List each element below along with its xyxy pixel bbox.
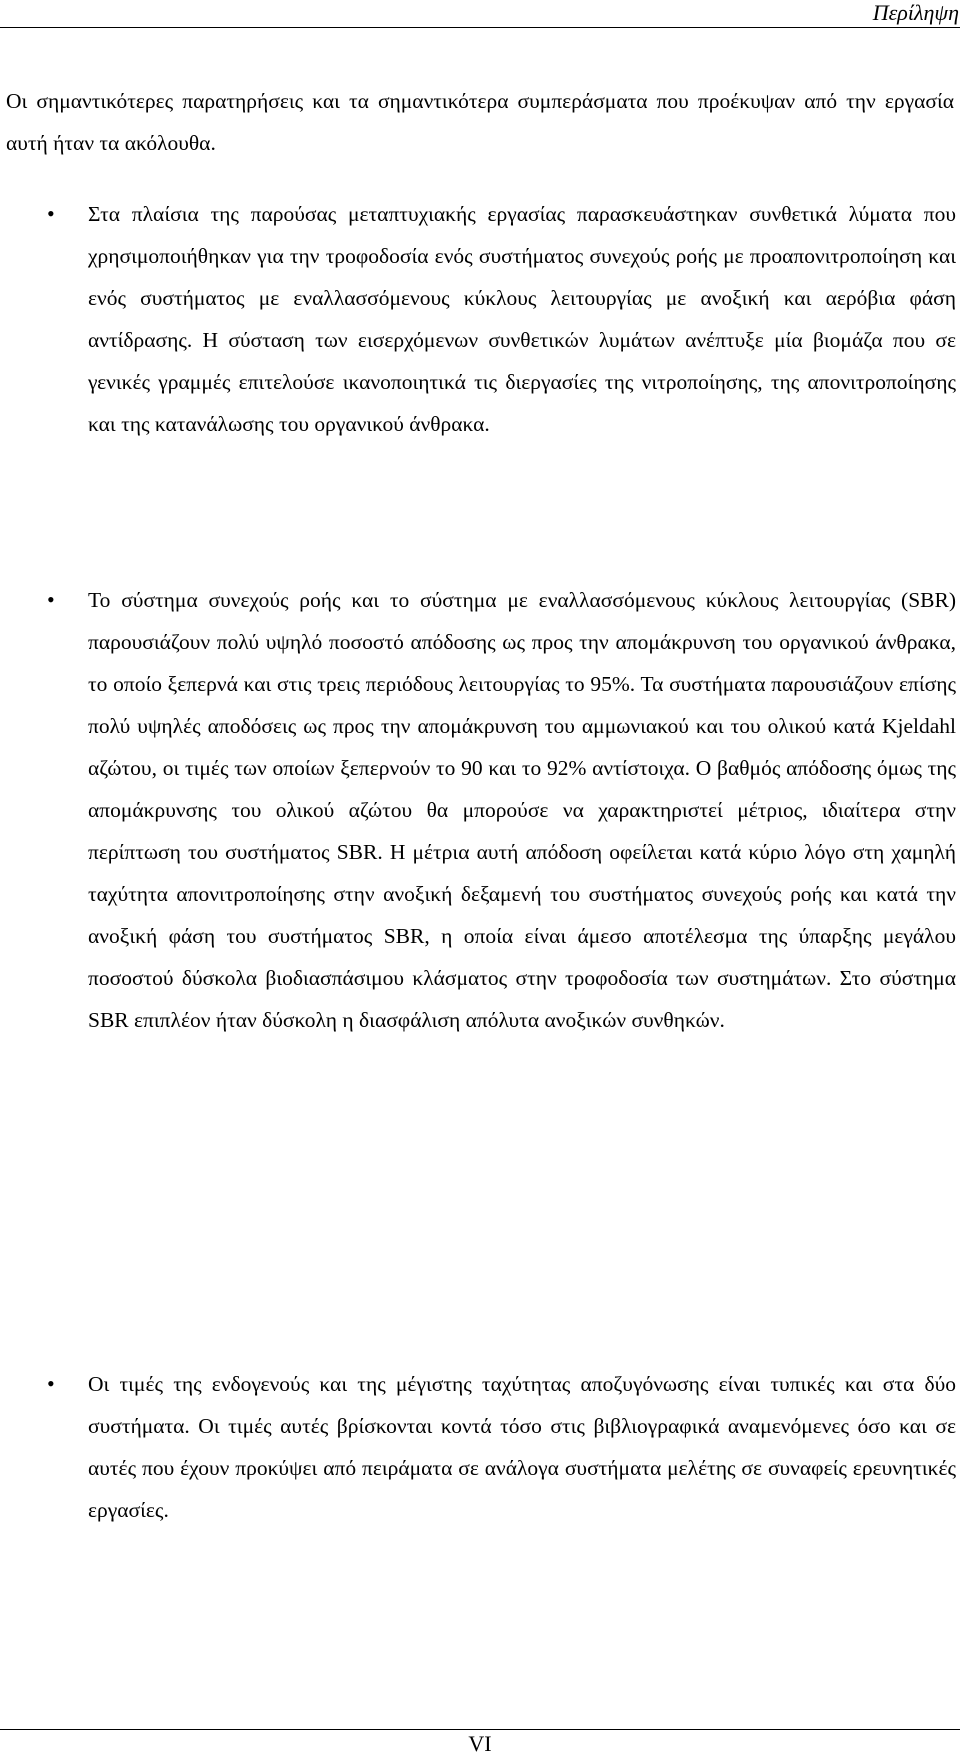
running-header-title: Περίληψη	[872, 0, 959, 25]
list-item-text: Οι τιμές της ενδογενούς και της μέγιστης ταχύτητας αποζυγόνωσης είναι τυπικές και στα δύο συστήματα. Οι τιμές αυτές βρίσκονται κοντά τόσο στις βιβλιογραφικά αναμενόμενες όσο και σε αυτές που έχουν προκύψει από πειράματα σε ανάλογα συστήματα μελέτης σε συναφείς ερευνητικές εργασίες.	[88, 1372, 956, 1522]
bullet-icon: •	[47, 201, 55, 226]
bullet-icon: •	[47, 587, 55, 612]
header-rule	[0, 27, 960, 28]
list-item-text: Το σύστημα συνεχούς ροής και το σύστημα με εναλλασσόμενους κύκλους λειτουργίας (SBR) παρουσιάζουν πολύ υψηλό ποσοστό απόδοσης ως προς την απομάκρυνση του οργανικού άνθρακα, το οποίο ξεπερνά και στις τρεις περιόδους λειτουργίας το 95%. Τα συστήματα παρουσιάζουν επίσης πολύ υψηλές αποδόσεις ως προς την απομάκρυνση του αμμωνιακού και του ολικού κατά Kjeldahl αζώτου, οι τιμές των οποίων ξεπερνούν το 90 και το 92% αντίστοιχα. Ο βαθμός απόδοσης όμως της απομάκρυνσης του ολικού αζώτου θα μπορούσε να χαρακτηριστεί μέτριος, ιδιαίτερα στην περίπτωση του συστήματος SBR. Η μέτρια αυτή απόδοση οφείλεται κατά κύριο λόγο στη χαμηλή ταχύτητα απονιτροποίησης στην ανοξική δεξαμενή του συστήματος συνεχούς ροής και κατά την ανοξική φάση του συστήματος SBR, η οποία είναι άμεσο αποτέλεσμα της ύπαρξης μεγάλου ποσοστού δύσκολα βιοδιασπάσιμου κλάσματος στην τροφοδοσία των συστημάτων. Στο σύστημα SBR επιπλέον ήταν δύσκολη η διασφάλιση απόλυτα ανοξικών συνθηκών.	[88, 588, 956, 1032]
list-item-text: Στα πλαίσια της παρούσας μεταπτυχιακής εργασίας παρασκευάστηκαν συνθετικά λύματα που χρησιμοποιήθηκαν για την τροφοδοσία ενός συστήματος συνεχούς ροής με προαπονιτροποίηση και ενός συστήματος με εναλλασσόμενους κύκλους λειτουργίας με ανοξική και αερόβια φάση αντίδρασης. Η σύσταση των εισερχόμενων συνθετικών λυμάτων ανέπτυξε μία βιομάζα που σε γενικές γραμμές επιτελούσε ικανοποιητικά τις διεργασίες της νιτροποίησης, της απονιτροποίησης και της κατανάλωσης του οργανικού άνθρακα.	[88, 202, 956, 436]
intro-paragraph: Οι σημαντικότερες παρατηρήσεις και τα σημαντικότερα συμπεράσματα που προέκυψαν από την εργασία αυτή ήταν τα ακόλουθα.	[6, 89, 954, 155]
page-number: VI	[468, 1731, 492, 1756]
bullet-icon: •	[47, 1371, 55, 1396]
